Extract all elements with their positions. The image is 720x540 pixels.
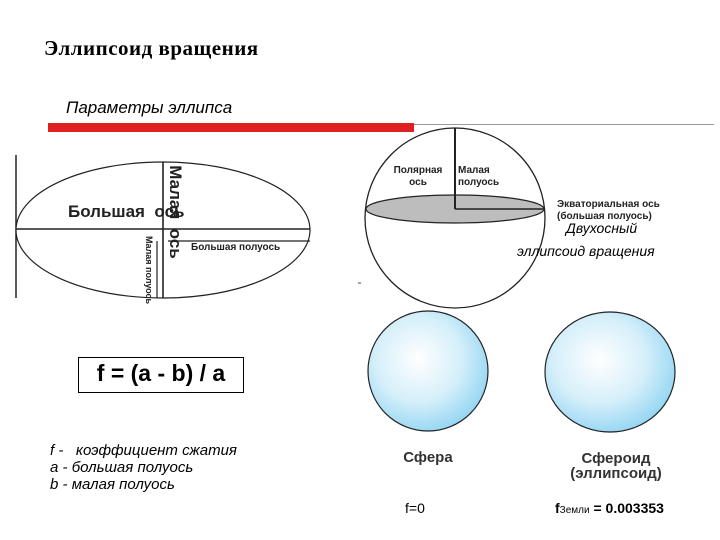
semi-minor-label-wrap [136,235,162,305]
formula-box [78,357,244,393]
polar-axis-label-line1: Полярная [393,165,443,176]
legend-item [50,476,237,493]
spheroid-caption [548,451,684,481]
minor-semi-label-line2: полуось [458,177,500,188]
minor-semi-label [458,165,499,189]
legend-item [50,459,237,476]
legend [50,442,237,493]
legend-symbol: b - [50,476,68,493]
semi-major-label: Большая полуось [191,242,281,253]
globe-diagram [358,128,545,308]
minor-axis-label-wrap [158,160,192,264]
semi-minor-label: Малая полуось [144,235,154,305]
legend-text: большая полуось [71,459,194,476]
earth-flattening-subscript: Земли [559,505,590,516]
legend-item [50,442,237,459]
legend-symbol: a - [50,459,68,476]
equatorial-label-line2: (большая полуось) [557,211,652,222]
minor-axis-label: Малая ось [166,165,186,259]
spheroid-caption-line2: (эллипсоид) [570,465,662,482]
formula-text: f = (a - b) / a [96,360,226,386]
earth-flattening-symbol: f [555,500,560,516]
legend-symbol: f - [50,442,64,459]
minor-semi-label-line1: Малая [458,165,490,176]
equatorial-label-line1: Экваториальная ось [557,199,660,210]
spheroid-shape [545,312,675,432]
major-axis-label: Большая ось [68,202,185,221]
sphere-shape [368,311,488,431]
spheroid-caption-line1: Сфероид [581,450,651,467]
legend-text: малая полуось [71,476,175,493]
sphere-flattening: f=0 [405,500,425,516]
globe-caption-line2: эллипсоид вращения [517,243,655,259]
subtitle: Параметры эллипса [66,98,233,117]
slide-title: Эллипсоид вращения [44,36,259,60]
sphere-caption: Сфера [403,449,453,466]
earth-flattening-value: = 0.003353 [589,500,664,516]
earth-flattening [555,500,664,516]
polar-axis-label [390,165,446,189]
globe-caption-line1: Двухосный [566,220,638,236]
polar-axis-label-line2: ось [409,177,427,188]
legend-text: коэффициент сжатия [75,442,237,459]
